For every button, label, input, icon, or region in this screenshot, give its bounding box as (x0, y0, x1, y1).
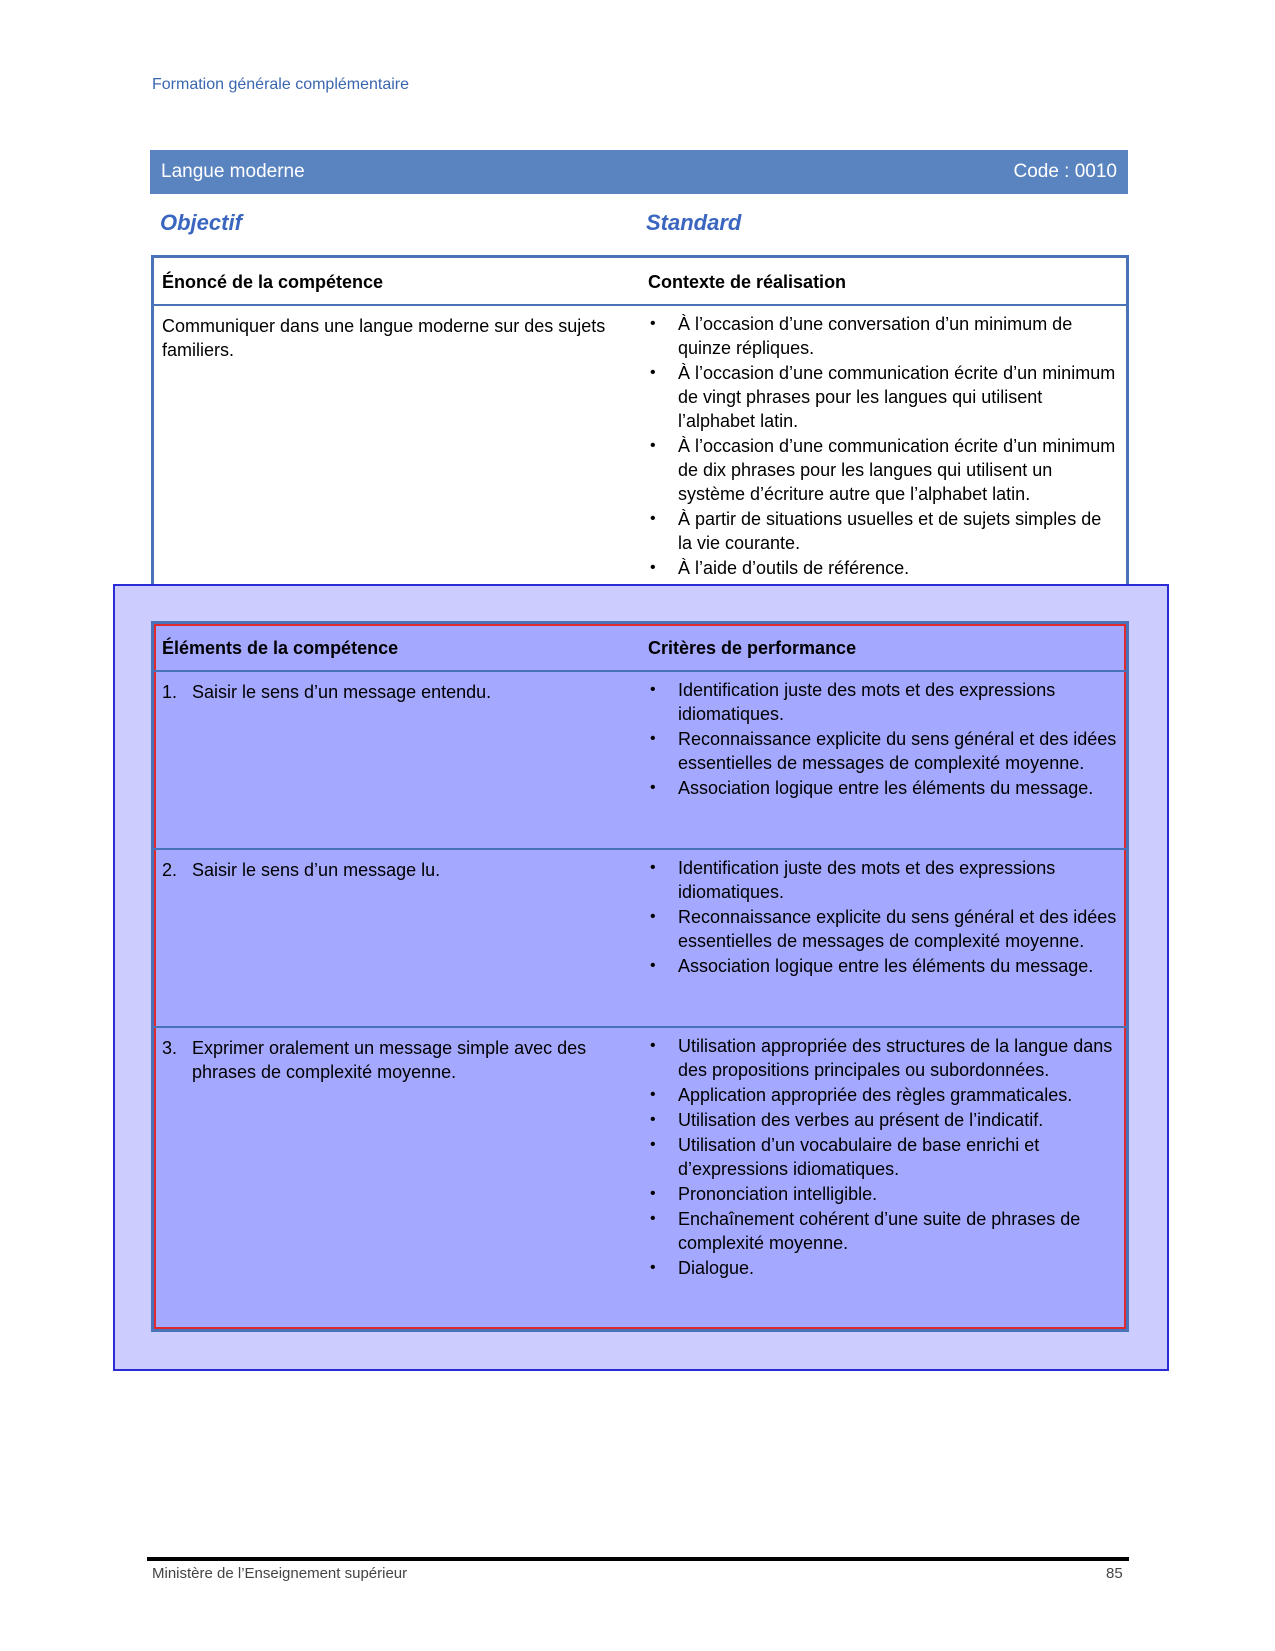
list-item: • À l’occasion d’une communication écrite d’un minimum de vingt phrases pour les langues qui utilisent l’alphabet latin. (650, 363, 1116, 431)
list-item: • Utilisation d’un vocabulaire de base enrichi et d’expressions idiomatiques. (650, 1135, 1040, 1179)
element-text: 1. Saisir le sens d’un message entendu. (162, 682, 492, 702)
course-name: Langue moderne (161, 161, 305, 182)
list-item: • Enchaînement cohérent d’une suite de phrases de complexité moyenne. (650, 1209, 1081, 1253)
statement-header: Énoncé de la compétence (162, 272, 384, 292)
bullet-icon: • (650, 1136, 656, 1153)
list-item: • Utilisation des verbes au présent de l’indicatif. (650, 1110, 1044, 1130)
list-item: • Identification juste des mots et des expressions idiomatiques. (650, 858, 1056, 902)
list-item: • Dialogue. (650, 1258, 755, 1278)
table-row (154, 672, 1126, 850)
criteria-list (648, 678, 1118, 801)
list-item: • Association logique entre les éléments du message. (650, 956, 1094, 976)
footer-rule (147, 1557, 1129, 1561)
list-item: • À l’aide d’outils de référence. (650, 558, 910, 578)
bullet-icon: • (650, 1210, 656, 1227)
bullet-icon: • (650, 1037, 656, 1054)
element-text: 2. Saisir le sens d’un message lu. (162, 860, 441, 880)
list-item: • Identification juste des mots et des expressions idiomatiques. (650, 680, 1056, 724)
context-list (648, 312, 1118, 581)
bullet-icon: • (650, 908, 656, 925)
bullet-icon: • (650, 437, 656, 454)
elements-header: Éléments de la compétence (162, 638, 399, 658)
competence-statement: Communiquer dans une langue moderne sur des sujets familiers. (162, 316, 606, 360)
bullet-icon: • (650, 510, 656, 527)
table-row (154, 1028, 1126, 1328)
competence-table (151, 255, 1129, 607)
running-header: Formation générale complémentaire (152, 76, 410, 93)
course-code: Code : 0010 (1013, 161, 1117, 182)
list-item: • Reconnaissance explicite du sens général et des idées essentielles de messages de complexité moyenne. (650, 907, 1117, 951)
context-header: Contexte de réalisation (648, 272, 847, 292)
list-item: • Application appropriée des règles grammaticales. (650, 1085, 1073, 1105)
competence-body-row (154, 306, 1126, 606)
list-item: • À l’occasion d’une communication écrite d’un minimum de dix phrases pour les langues qui utilisent un système d’écriture autre que l’alphabet latin. (650, 436, 1116, 504)
bullet-icon: • (650, 957, 656, 974)
bullet-icon: • (650, 364, 656, 381)
list-item: • À l’occasion d’une conversation d’un minimum de quinze répliques. (650, 314, 1073, 358)
list-item: • À partir de situations usuelles et de sujets simples de la vie courante. (650, 509, 1102, 553)
bullet-icon: • (650, 681, 656, 698)
list-item: • Reconnaissance explicite du sens général et des idées essentielles de messages de complexité moyenne. (650, 729, 1117, 773)
bullet-icon: • (650, 1185, 656, 1202)
bullet-icon: • (650, 315, 656, 332)
criteria-list (648, 856, 1118, 979)
list-item: • Association logique entre les éléments du message. (650, 778, 1094, 798)
elements-table (151, 621, 1129, 1332)
bullet-icon: • (650, 779, 656, 796)
bullet-icon: • (650, 1086, 656, 1103)
bullet-icon: • (650, 859, 656, 876)
bullet-icon: • (650, 730, 656, 747)
competence-header-row (154, 258, 1126, 306)
standard-label: Standard (646, 210, 742, 235)
criteria-list (648, 1034, 1118, 1281)
footer-ministry: Ministère de l’Enseignement supérieur (152, 1565, 408, 1582)
element-text: 3. Exprimer oralement un message simple avec des phrases de complexité moyenne. (162, 1038, 587, 1082)
elements-header-row (154, 624, 1126, 672)
bullet-icon: • (650, 559, 656, 576)
bullet-icon: • (650, 1111, 656, 1128)
course-bar (150, 150, 1128, 194)
list-item: • Utilisation appropriée des structures de la langue dans des propositions principales ou subordonnées. (650, 1036, 1113, 1080)
table-row (154, 850, 1126, 1028)
page-number: 85 (1106, 1565, 1123, 1582)
list-item: • Prononciation intelligible. (650, 1184, 878, 1204)
objectif-label: Objectif (160, 210, 242, 235)
bullet-icon: • (650, 1259, 656, 1276)
criteria-header: Critères de performance (648, 638, 857, 658)
